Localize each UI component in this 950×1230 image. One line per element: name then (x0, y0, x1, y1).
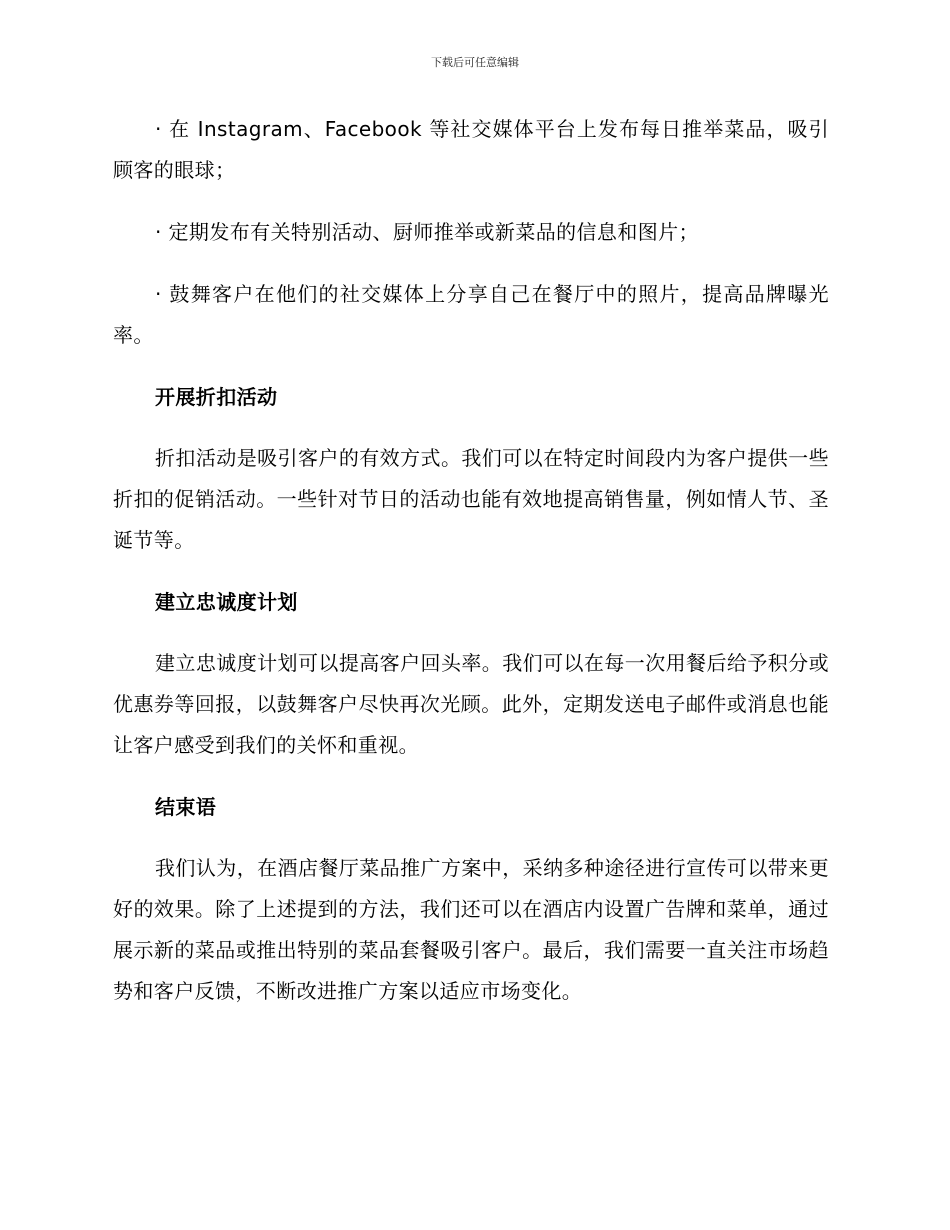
section-heading-discount: 开展折扣活动 (155, 385, 278, 409)
bullet-social-share: · 鼓舞客户在他们的社交媒体上分享自己在餐厅中的照片，提高品牌曝光率。 (113, 282, 829, 347)
section-heading-conclusion: 结束语 (155, 795, 217, 819)
section-body-loyalty: 建立忠诚度计划可以提高客户回头率。我们可以在每一次用餐后给予积分或优惠券等回报，以鼓舞客户尽快再次光顾。此外，定期发送电子邮件或消息也能让客户感受到我们的关怀和重视。 (113, 651, 829, 757)
page-header: 下载后可任意编辑 (431, 56, 519, 69)
section-body-discount: 折扣活动是吸引客户的有效方式。我们可以在特定时间段内为客户提供一些折扣的促销活动。一些针对节日的活动也能有效地提高销售量，例如情人节、圣诞节等。 (113, 446, 829, 552)
section-body-conclusion: 我们认为，在酒店餐厅菜品推广方案中，采纳多种途径进行宣传可以带来更好的效果。除了上述提到的方法，我们还可以在酒店内设置广告牌和菜单，通过展示新的菜品或推出特别的菜品套餐吸引客户。最后，我们需要一直关注市场趋势和客户反馈，不断改进推广方案以适应市场变化。 (113, 856, 829, 1003)
section-heading-loyalty: 建立忠诚度计划 (155, 590, 298, 614)
bullet-social-events: · 定期发布有关特别活动、厨师推举或新菜品的信息和图片； (155, 220, 699, 244)
document-body (113, 109, 829, 1033)
bullet-social-daily: · 在 Instagram、Facebook 等社交媒体平台上发布每日推举菜品，吸引顾客的眼球； (113, 117, 829, 182)
